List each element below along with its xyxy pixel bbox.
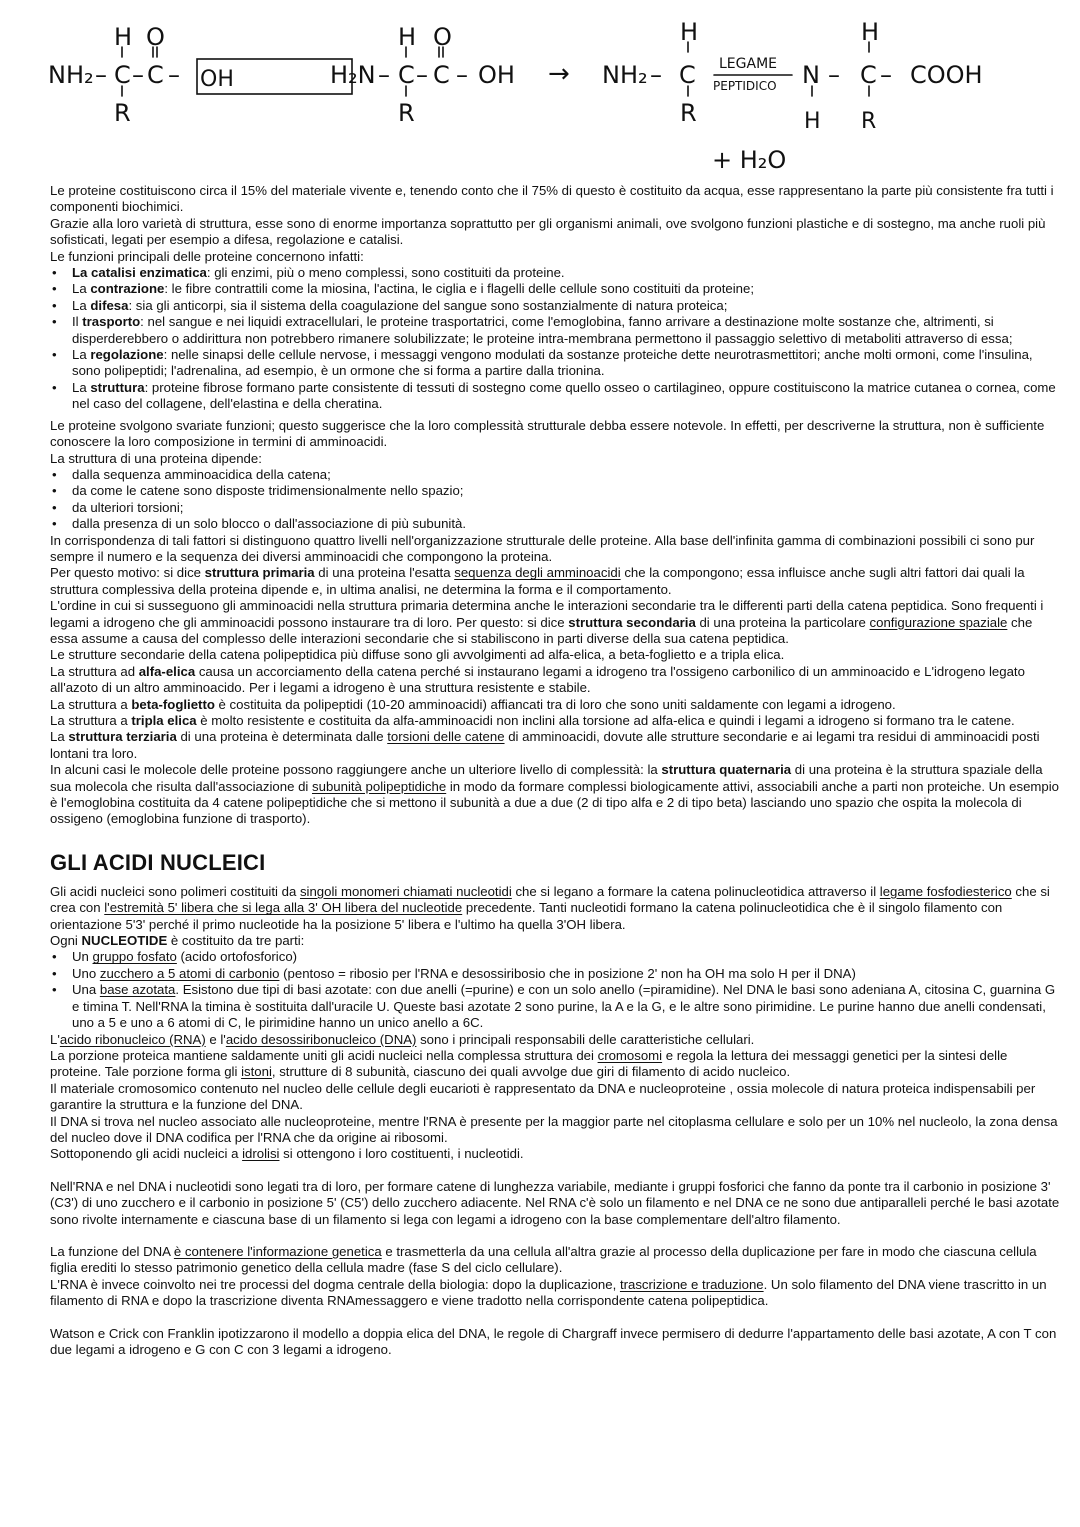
protein-functions-list <box>50 265 1060 413</box>
atom-r: R <box>680 99 697 127</box>
list-item: • dalla presenza di un solo blocco o dall'associazione di più subunità. <box>72 516 1060 532</box>
peptide-bond-label: LEGAME <box>719 56 777 72</box>
list-item: • Una base azotata. Esistono due tipi di basi azotate: con due anelli (=purine) e con un solo anello (=piramidine). Nel DNA le basi sono adeniana A, citosina C, guarnina G e timina T. Nell'RNA la timina è sostituita dall'uracile U. Queste basi azotate 2 sono purine, la A e la G, e le altre sono pirimidine. Le purine hanno due anelli condensati, uno a 5 e uno a 6 atomi di C, le pirimidine hanno un unico anello a 6C. <box>72 982 1060 1031</box>
list-item: • da ulteriori torsioni; <box>72 500 1060 516</box>
paragraph: La struttura ad alfa-elica causa un accorciamento della catena perché si instaurano legami a idrogeno tra l'ossigeno carbonilico di un amminoacido e L'idrogeno legato all'azoto di un altro amminoacido. Per i legami a idrogeno è una struttura resistente e stabile. <box>50 663 1025 696</box>
group-h2n: H₂N <box>330 61 376 89</box>
nucleotide-parts-list <box>50 949 1060 1031</box>
atom-h: H <box>680 18 699 46</box>
water-product: + H₂O <box>712 146 787 174</box>
atom-o: O <box>433 23 452 51</box>
list-item: • Il trasporto: nel sangue e nei liquidi extracellulari, le proteine trasportatrici, come l'emoglobina, fanno arrivare a destinazione molte sostanze che, altrimenti, si disperderebbero o addirittura non potrebbero rimanere solubilizzate; le proteine intra-membrana permettono il passaggio selettivo di metaboliti attraverso di essa; <box>72 314 1060 347</box>
atom-n: N <box>802 61 820 89</box>
list-item: • Un gruppo fosfato (acido ortofosforico) <box>72 949 1060 965</box>
paragraph: L'acido ribonucleico (RNA) e l'acido desossiribonucleico (DNA) sono i principali responsabili delle caratteristiche cellulari. <box>50 1031 755 1047</box>
paragraph: L'RNA è invece coinvolto nei tre processi del dogma centrale della biologia: dopo la duplicazione, trascrizione e traduzione. Un solo filamento del DNA viene trascritto in un filamento di RNA e dopo la trascrizione diventa RNAmessaggero e viene tradotto nella corrispondente catena polipeptidica. <box>50 1276 1047 1309</box>
peptide-bond-reaction <box>0 0 1080 185</box>
group-nh2: NH₂ <box>48 61 94 89</box>
peptide-bond-label: PEPTIDICO <box>713 79 777 93</box>
reaction-arrow: → <box>548 59 570 89</box>
document-body <box>50 183 1060 1358</box>
atom-c: C <box>147 61 164 89</box>
paragraph: Nell'RNA e nel DNA i nucleotidi sono legati tra di loro, per formare catene di lunghezza variabile, mediante i gruppi fosforici che fanno da ponte tra il carbonio in posizione 3' (C3') di uno zucchero e il carbonio in posizione 5' (C5') dello zucchero adiacente. Nel RNA c'è solo un filamento e nel DNA ce ne sono due antiparalleli perché le basi azotate sono rivolte internamente e ciascuna base di un filamento si lega con legami a idrogeno con la base complementare dell'altro filamento. <box>50 1178 1060 1227</box>
list-item: • La difesa: sia gli anticorpi, sia il sistema della coagulazione del sangue sono sostanzialmente di natura proteica; <box>72 298 1060 314</box>
paragraph: La struttura di una proteina dipende: <box>50 450 262 466</box>
atom-h: H <box>804 109 821 134</box>
paragraph: L'ordine in cui si susseguono gli amminoacidi nella struttura primaria determina anche le interazioni secondarie tra le differenti parti della catena peptidica. Sono frequenti i legami a idrogeno che gli amminoacidi possono instaurare tra di loro. Per questo: si dice struttura secondaria di una proteina la particolare configurazione spaziale che essa assume a causa del complesso delle interazioni secondarie che si stabiliscono in parti diverse della sua catena peptidica. <box>50 598 1044 646</box>
atom-r: R <box>861 109 877 134</box>
paragraph: In corrispondenza di tali fattori si distinguono quattro livelli nell'organizzazione strutturale delle proteine. Alla base dell'infinita gamma di combinazioni possibili ci sono pur sempre il numero e la sequenza dei diversi amminoacidi che compongono la proteina. <box>50 532 1035 564</box>
bond-dash: – <box>132 61 144 89</box>
paragraph: Watson e Crick con Franklin ipotizzarono il modello a doppia elica del DNA, le regole di Chargraff invece permisero di dedurre l'appartamento delle basi azotate, A con T con due legami a idrogeno e G con C con 3 legami a idrogeno. <box>50 1325 1057 1357</box>
bond-dash: – <box>168 61 180 89</box>
paragraph: Sottoponendo gli acidi nucleici a idrolisi si ottengono i loro costituenti, i nucleotidi. <box>50 1146 524 1162</box>
paragraph: Grazie alla loro varietà di struttura, esse sono di enorme importanza soprattutto per gli organismi animali, ove svolgono funzioni plastiche e di sostegno, ma anche ruoli più sofisticati, legati per esempio a difesa, regolazione e catalisi. <box>50 215 1046 248</box>
atom-c: C <box>398 61 415 89</box>
paragraph: Le proteine costituiscono circa il 15% del materiale vivente e, tenendo conto che il 75% di questo è costituito da acqua, esse rappresentano la parte più consistente fra tutti i componenti biochimici. <box>50 183 1054 215</box>
bond-dash: – <box>880 61 892 89</box>
reaction-diagram <box>0 0 1080 185</box>
atom-r: R <box>398 99 415 127</box>
list-item: • da come le catene sono disposte tridimensionalmente nello spazio; <box>72 483 1060 499</box>
list-item: • Uno zucchero a 5 atomi di carbonio (pentoso = ribosio per l'RNA e desossiribosio che in posizione 2' non ha OH ma solo H per il DNA) <box>72 966 1060 982</box>
paragraph: La struttura a beta-foglietto è costituita da polipeptidi (10-20 amminoacidi) affiancati tra di loro che sono uniti saldamente con legami a idrogeno. <box>50 696 896 712</box>
list-item: • La contrazione: le fibre contrattili come la miosina, l'actina, le ciglia e i flagelli delle cellule sono costituiti da proteine; <box>72 281 1060 297</box>
atom-c: C <box>114 61 131 89</box>
atom-c: C <box>433 61 450 89</box>
atom-h: H <box>398 23 417 51</box>
atom-h: H <box>114 23 133 51</box>
paragraph: Le strutture secondarie della catena polipeptidica più diffuse sono gli avvolgimenti ad alfa-elica, a beta-foglietto e a tripla elica. <box>50 647 785 663</box>
paragraph: Ogni NUCLEOTIDE è costituito da tre parti: <box>50 933 305 949</box>
atom-c: C <box>860 61 877 89</box>
group-oh: OH <box>478 61 515 89</box>
group-oh: OH <box>200 67 234 92</box>
group-cooh: COOH <box>910 61 983 89</box>
bond-dash: – <box>456 61 468 89</box>
bond-dash: – <box>828 61 840 89</box>
paragraph: Il DNA si trova nel nucleo associato alle nucleoproteine, mentre l'RNA è presente per la maggior parte nel citoplasma cellulare e solo per un 10% nel nucleolo, la zona densa del nucleo dove il DNA codifica per l'RNA che da origine ai ribosomi. <box>50 1113 1058 1145</box>
list-item: • dalla sequenza amminoacidica della catena; <box>72 467 1060 483</box>
paragraph: In alcuni casi le molecole delle proteine possono raggiungere anche un ulteriore livello di complessità: la struttura quaternaria di una proteina è la struttura spaziale della sua molecola che risulta dall'associazione di subunità polipeptidiche in modo da formare complessi biologicamente attivi, associabili anche a parti non proteiche. Un esempio è l'emoglobina costituita da 4 catene polipeptidiche che si mettono il subunità a due a due (2 di tipo alfa e 2 di tipo beta) lasciando uno spazio che ospita la molecola di ossigeno (emoglobina funzione di trasporto). <box>50 762 1060 827</box>
paragraph: Le proteine svolgono svariate funzioni; questo suggerisce che la loro complessità strutturale debba essere notevole. In effetti, per descriverne la struttura, non è sufficiente conoscere la loro composizione in termini di amminoacidi. <box>50 417 1045 450</box>
bond-dash: – <box>650 61 662 89</box>
group-nh2: NH₂ <box>602 61 648 89</box>
atom-c: C <box>679 61 696 89</box>
paragraph: La funzione del DNA è contenere l'informazione genetica e trasmetterla da una cellula all'altra grazie al processo della duplicazione per fare in modo che ciascuna cellula figlia erediti lo stesso patrimonio genetico della cellula madre (fase S del ciclo cellulare). <box>50 1243 1037 1276</box>
paragraph: Per questo motivo: si dice struttura primaria di una proteina l'esatta sequenza degli amminoacidi che la compongono; essa influisce anche sugli altri fattori dai quali la struttura complessiva della proteina dipende e, in ultima analisi, ne determina la forma e il comportamento. <box>50 565 1025 597</box>
structure-dependency-list <box>50 467 1060 533</box>
atom-o: O <box>146 23 165 51</box>
section-heading: GLI ACIDI NUCLEICI <box>50 849 266 875</box>
atom-r: R <box>114 99 131 127</box>
paragraph: La porzione proteica mantiene saldamente uniti gli acidi nucleici nella complessa struttura dei cromosomi e regola la lettura dei messaggi genetici per la sintesi delle proteine. Tale porzione forma gli istoni, strutture di 8 subunità, ciascuno dei quali avvolge due giri di filamento di acido nucleico. <box>50 1047 1008 1080</box>
list-item: • La struttura: proteine fibrose formano parte consistente di tessuti di sostegno come quello osseo o cartilagineo, oppure costituiscono la matrice cutanea o cornea, come nel caso del collagene, dell'elastina e della cheratina. <box>72 380 1060 413</box>
atom-h: H <box>861 18 880 46</box>
paragraph: La struttura a tripla elica è molto resistente e costituita da alfa-amminoacidi non inclini alla torsione ad alfa-elica e quindi i legami a idrogeno si formano tra le catene. <box>50 713 1015 728</box>
paragraph: Gli acidi nucleici sono polimeri costituiti da singoli monomeri chiamati nucleotidi che si legano a formare la catena polinucleotidica attraverso il legame fosfodiesterico che si crea con l'estremità 5' libera che si lega alla 3' OH libera del nucleotide precedente. Tanti nucleotidi formano la catena polinucleotidica che è il singolo filamento con orientazione 5'3' perché il primo nucleotide ha la posizione 5' libera e l'ultimo ha quella 3'OH libera. <box>50 883 1050 932</box>
list-item: • La catalisi enzimatica: gli enzimi, più o meno complessi, sono costituiti da proteine. <box>72 265 1060 281</box>
bond-dash: – <box>416 61 428 89</box>
paragraph: Il materiale cromosomico contenuto nel nucleo delle cellule degli eucarioti è rappresentato da DNA e nucleoproteine , ossia molecole di natura proteica indispensabili per garantire la struttura e la funzione del DNA. <box>50 1080 1036 1113</box>
paragraph: Le funzioni principali delle proteine concernono infatti: <box>50 248 364 264</box>
bond-dash: – <box>378 61 390 89</box>
list-item: • La regolazione: nelle sinapsi delle cellule nervose, i messaggi vengono modulati da sostanze proteiche dette neurotrasmettitori; anche molti ormoni, come l'insulina, sono polipeptidi; l'adrenalina, ad esempio, è un ormone che si forma a partire dalla trionina. <box>72 347 1060 380</box>
bond-dash: – <box>95 61 107 89</box>
paragraph: La struttura terziaria di una proteina è determinata dalle torsioni delle catene di amminoacidi, dovute alle strutture secondarie e ai legami tra residui di amminoacidi posti lontani tra loro. <box>50 729 1040 761</box>
